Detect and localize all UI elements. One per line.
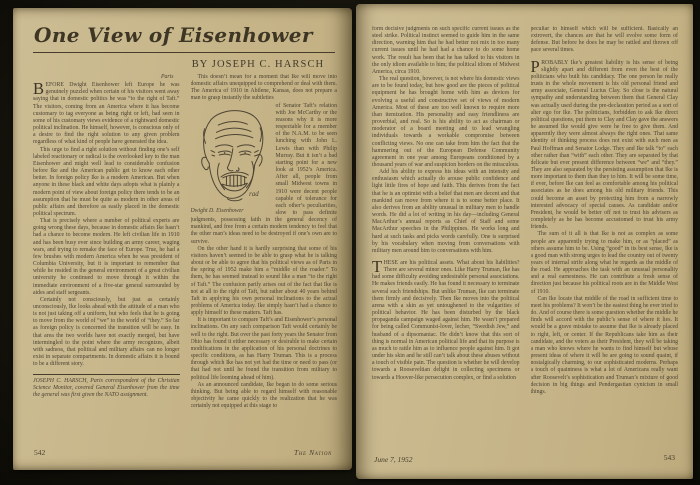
right-page-column-1	[372, 26, 520, 441]
article-byline: BY JOSEPH C. HARSCH	[191, 59, 325, 70]
article-paragraph: of Senator Taft’s relation with Joe McCarthy or the reasons why it is more respectable for a member of the N.A.M. to be seen lunching with John L. Lewis than with Philip Murray. But it isn’t a bad starting point for a new look at 1952’s America. After all, people from small Midwest towns in 1910 were decent people capable of tolerance for each other’s peculiarities, slow to pass definite judgments, possessing faith in the general decency of mankind, and free from a certain modern tendency to feel that the other man’s ideas need to be destroyed if one’s own are to survive.	[190, 102, 337, 245]
right-page-column-2	[531, 26, 679, 441]
article-paragraph: Certainly not consciously, but just as certainly unconsciously, Ike looks ahead with the attitude of a man who is not just taking off a uniform, but who feels that he is going to move from the world of “we” to the world of “they.” So far as foreign policy is concerned the transition will be easy. In that area the two worlds have not exactly merged, but have intermingled to the point where the army recognizes, albeit with sadness, that political and military affairs can no longer exist in separate compartments. In domestic affairs it is bound to be a different story.	[33, 296, 180, 368]
article-paragraph: As an announced candidate, Ike began to do some serious thinking. But being able to regard himself with reasonable objectivity he came quickly to the realization that he was certainly not equipped at this stage to	[190, 381, 337, 410]
article-paragraph: The sum of it all is that Ike is not as complex as some people are apparently trying to make him, or as “placed” as others assume him to be. Using “good” in its best sense, Ike is a good man with strong urges to lead the country out of twenty years of internal strife along what he regards as the middle of the road. He approaches the task with an unusual personality and a real earnestness. He can contribute a fresh sense of direction just because his political roots are in the Middle West of 1910.	[530, 231, 678, 295]
article-paragraph: This doesn’t mean for a moment that Ike will move into domestic affairs unequipped to comprehend or deal with them. The America of 1910 in Abilene, Kansas, does not prepare a man to grasp instantly the subtleties	[190, 74, 337, 102]
issue-date: June 7, 1952	[374, 455, 413, 464]
left-page-column-2	[191, 74, 338, 426]
left-page	[13, 8, 352, 470]
article-title: One View of Eisenhower	[34, 23, 313, 47]
left-page-column-1	[33, 74, 180, 426]
artist-signature: rad	[248, 190, 259, 198]
article-paragraph: The real question, however, is not where his domestic views are to be found today, but how good are the pieces of political equipment he has brought home with him as devices for evolving a useful and constructive set of views of modern America. Most of these are too well known to require more than itemization. His personality and easy friendliness are proverbial, and real. So is his ability to act as chairman or moderator of a board meeting and to lead wrangling individuals towards a workable compromise between conflicting views. No one can take from him the fact that the hammering out of the European Defense Community agreement in one year among Europeans conditioned by a thousand years of war and suspicion borders on the miraculous.	[372, 76, 520, 168]
eisenhower-caricature	[191, 105, 271, 207]
dateline: Paris	[160, 74, 174, 80]
article-paragraph: Add his ability to express his ideas with an intensity and enthusiasm which actually do arouse public confidence and light little fires of hope and faith. This derives from the fact that he is an optimist with a belief that men are decent and that mankind can move from where it is to some better place. It also derives from an ability unusual in military men to handle words. He did a lot of writing in his day—including General MacArthur’s annual reports as Chief of Staff and some MacArthur speeches in the Philippines. He works long and hard at such tasks and picks words carefully. One is surprised by his vocabulary when moving from conversations with military men around him to conversations with him.	[372, 169, 520, 254]
article-paragraph: This urge to find a right solution without finding one’s self labeled reactionary or radical is the overlooked key to the man Eisenhower and might well lead to considerable confusion before Ike and the American public get to know each other better. In foreign policy Ike is a modern American. But when anyone in these black and white days adopts what is plainly a modern point of view about foreign policy there tends to be an assumption that he must be quite as modern in other areas of public affairs and therefore as easily placed in the domestic political spectrum.	[33, 146, 180, 217]
article-paragraph: It is important to compare Taft’s and Eisenhower’s personal inclinations. On any such comparison Taft would certainly be well to the right. But over the past forty years the Senator from Ohio has found it either necessary or desirable to make certain modifications in the application of his personal doctrines to specific conditions, as has Harry Truman. This is a process through which Ike has not yet had the time or need to pass (or that had not until he found the transition from military to political life looming ahead of him).	[190, 317, 337, 381]
article-paragraph: THESE are his political assets. What about his liabilities? There are several minor ones. Like Harry Truman, Ike has had some difficulty avoiding undesirable personal associations. He makes friends easily. He has found it necessary to terminate several such friendships. But unlike Truman, Ike can terminate them firmly and decisively. Then Ike moves into the political arena with a skin as yet untoughened to the vulgarities of political behavior. He has been disturbed by the black propaganda campaign waged against him. He wasn’t prepared for being called Communist-lover, lecher, “Swedish Jew,” and husband of a dipsomaniac. He didn’t know that this sort of thing is normal in American political life and that its purpose is as much to rattle him as to influence people against him. It got under his skin and he still can’t talk about these abuses without a touch of visible pain. The question is whether he will develop towards a Rooseveltian delight in collecting specimens or towards a Hoover-like persecution complex, or find a solution	[372, 257, 520, 381]
page-number-left: 542	[34, 448, 46, 457]
article-paragraph: form decisive judgments on such specific current issues as the steel strike. Political instinct seemed to guide him in the same direction, warning him that he had better not mix in too many current issues until he had had a chance to do some home work. The result has been that he has talked to his visitors in the only idiom available to him; the political idiom of Midwest America, circa 1910.	[372, 26, 520, 75]
caricature-caption: Dwight D. Eisenhower	[190, 207, 244, 214]
author-footnote: JOSEPH C. HARSCH, Paris correspondent of the Christian Science Monitor, covered General Eisenhower from the time the general was first given the NATO assignment.	[33, 374, 180, 399]
page-number-right: 543	[663, 453, 675, 462]
right-page	[356, 4, 693, 479]
article-paragraph: peculiar to himself which will be sufficient. Basically an extrovert, the chances are that he will evolve some form of defense. But before he does he may be rattled and thrown off pace several times.	[530, 26, 678, 54]
journal-name: The Nation	[294, 448, 332, 457]
title-divider	[33, 52, 335, 53]
article-paragraph: Can Ike locate that middle of the road in sufficient time to meet his problems? It won’t be the easiest thing he ever tried to do. And of course there is some question whether the middle he finds will accord with the public’s sense of where it lies. It would be a grave mistake to assume that Ike is already placed to right, left, or center. If the Republicans take him as their candidate, and the voters as their President, they will be taking a man who knows where he wants to find himself but whose present ideas of where it will be are going to sound quaint, if nostalgically charming, to our sophisticated moderns. Perhaps a touch of quaintness is what a lot of Americans really want after Roosevelt’s sophistication and Truman’s mixture of good decision in big things and Pendergastian cynicism in small things.	[530, 295, 678, 395]
article-paragraph: BEFORE Dwight Eisenhower left Europe he was genuinely puzzled when certain of his visitors went away saying that in domestic politics he was “to the right of Taft.” The visitors, coming from an America where it has become customary to tag everyone as being right or left, had seen in some of his customary views evidence of a rightward domestic political inclination. He himself, however, is conscious only of a desire to find the right solution to any given problem regardless of what kind of people have generated the idea.	[33, 79, 180, 146]
article-paragraph: On the other hand it is hardly surprising that some of his visitors haven’t seemed to be able to grasp what he is talking about or be able to agree that his political views as of Paris in the spring of 1952 make him a “middle of the roader.” To them, he has seemed instead to sound like a man “to the right of Taft.” The confusion partly arises out of the fact that Ike is not at all to the right of Taft, but rather about 40 years behind Taft in applying his own personal inclinations to the actual problems of America today. Ike simply hasn’t had a chance to apply himself to these matters. Taft has.	[190, 245, 337, 317]
article-paragraph: PROBABLY Ike’s greatest liability is his sense of being slightly apart and different from even the best of the politicians who built his candidacy. The one person he really trusts in the whole movement is his old personal friend and army associate, General Lucius Clay. So close is the natural sympathy and understanding between them that General Clay was actually used during the pre-declaration period as a sort of alter ego for Ike. The politicians, forbidden to ask Ike direct political questions, put them to Clay and Clay gave the answers he assumed Ike would give were he free to give them. And apparently they were almost always the right ones. That same identity of thinking process does not exist with such men as Paul Hoffman and Senator Lodge. They and Ike talk “to” each other rather than “with” each other. They are separated by that delicate but ever present difference between “we” and “they.” They are also separated by the persisting assumption that Ike is more important to them than they to him. It will be some time, if ever, before Ike can feel as comfortable among his political associates as he does among his old military friends. This could become an asset by protecting him from a narrowly interested advocacy of special causes. As candidate and/or President, he would be better off not to trust his advisers as completely as he has become accustomed to trust his army friends.	[530, 56, 678, 231]
eisenhower-caricature-figure	[191, 105, 271, 215]
article-paragraph: That is precisely where a number of political experts are going wrong these days, because in domestic affairs Ike hasn’t had a chance to become modern. He left civilian life in 1910 and has been busy ever since building an army career, waging wars, and trying to remake the face of Europe. True, he had a few brushes with modern America when he was president of Columbia University, but it is important to remember that while he resided in the general environment of a great civilian university he continued to move through it within the immediate environment of a five-star general surrounded by aides and staff sergeants.	[33, 218, 180, 296]
